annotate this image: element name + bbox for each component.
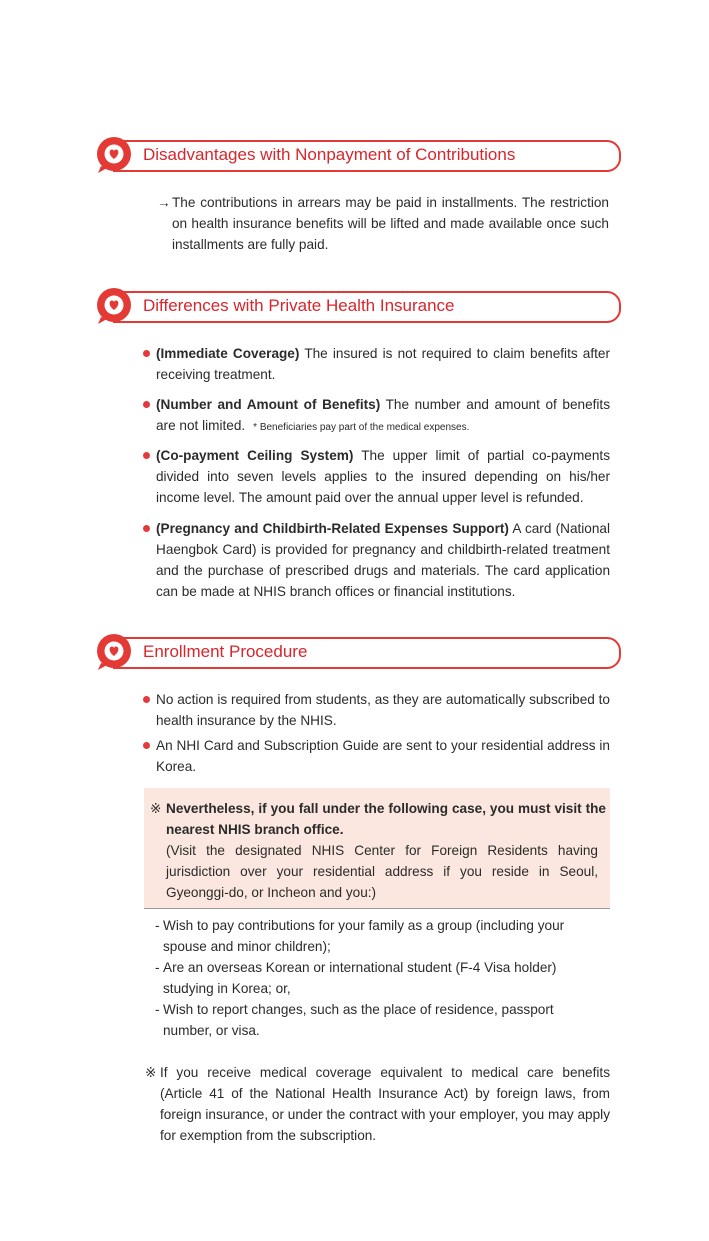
- section-title: Enrollment Procedure: [143, 642, 308, 661]
- item-label: (Co-payment Ceiling System): [156, 448, 354, 463]
- list-item-copayment-ceiling: [143, 445, 610, 508]
- item-footnote: * Beneficiaries pay part of the medical expenses.: [253, 422, 470, 433]
- note-header: [150, 798, 606, 840]
- bullet-icon: [143, 525, 150, 532]
- list-item: [155, 957, 605, 999]
- list-item-immediate-coverage: [143, 343, 610, 385]
- item-text: The upper limit of partial co-payments divided into seven levels applies to the insured depending on his/her income level. The amount paid over the annual upper level is refunded.: [156, 448, 610, 505]
- item-label: (Pregnancy and Childbirth-Related Expenses Support): [156, 521, 509, 536]
- bullet-icon: [143, 401, 150, 408]
- item-text: An NHI Card and Subscription Guide are sent to your residential address in Korea.: [156, 738, 610, 774]
- list-item: [155, 999, 605, 1041]
- list-item-auto-subscribed: [143, 689, 610, 731]
- section-header-differences: [95, 290, 619, 322]
- list-item-pregnancy-support: [143, 518, 610, 602]
- dash-icon: -: [155, 918, 160, 933]
- note-box: [144, 788, 610, 909]
- item-text: The number and amount of benefits are not limited.: [156, 397, 610, 433]
- case-text: Wish to report changes, such as the place of residence, passport number, or visa.: [163, 1002, 554, 1038]
- note-header-text: Nevertheless, if you fall under the following case, you must visit the nearest NHIS branch office.: [166, 801, 606, 837]
- bullet-icon: [143, 452, 150, 459]
- bullet-icon: [143, 350, 150, 357]
- note-subtext: (Visit the designated NHIS Center for Foreign Residents having jurisdiction over your residential address if you reside in Seoul, Gyeonggi-do, or Incheon and you:): [166, 843, 598, 900]
- item-text: A card (National Haengbok Card) is provided for pregnancy and childbirth-related treatment and the purchase of prescribed drugs and materials. The card application can be made at NHIS branch offices or financial institutions.: [156, 521, 610, 599]
- heart-speech-bubble-icon: [95, 136, 133, 174]
- exemption-footnote: [145, 1062, 610, 1146]
- arrow-icon: →: [157, 195, 171, 210]
- heart-speech-bubble-icon: [95, 633, 133, 671]
- section-title: Differences with Private Health Insurance: [143, 296, 455, 315]
- list-item: [155, 915, 605, 957]
- case-text: Are an overseas Korean or international student (F-4 Visa holder) studying in Korea; or,: [163, 960, 557, 996]
- dash-icon: -: [155, 1002, 160, 1017]
- nonpayment-text: The contributions in arrears may be paid in installments. The restriction on health insurance benefits will be lifted and made available once such installments are fully paid.: [172, 195, 609, 252]
- nonpayment-paragraph: [157, 192, 609, 255]
- heart-speech-bubble-icon: [95, 287, 133, 325]
- section-header-nonpayment: [95, 139, 619, 171]
- item-text: The insured is not required to claim benefits after receiving treatment.: [156, 346, 610, 382]
- case-text: Wish to pay contributions for your family as a group (including your spouse and minor children);: [163, 918, 565, 954]
- item-label: (Immediate Coverage): [156, 346, 300, 361]
- dash-icon: -: [155, 960, 160, 975]
- footnote-text: If you receive medical coverage equivalent to medical care benefits (Article 41 of the National Health Insurance Act) by foreign laws, from foreign insurance, or under the contract with your employer, you may apply for exemption from the subscription.: [160, 1065, 610, 1143]
- reference-mark-icon: ※: [145, 1065, 157, 1080]
- list-item-card-sent: [143, 735, 610, 777]
- item-text: No action is required from students, as they are automatically subscribed to health insurance by the NHIS.: [156, 692, 610, 728]
- section-header-enrollment: [95, 636, 619, 668]
- section-title: Disadvantages with Nonpayment of Contributions: [143, 145, 516, 164]
- bullet-icon: [143, 696, 150, 703]
- list-item-number-amount: [143, 394, 610, 438]
- case-list: [155, 915, 605, 1041]
- item-label: (Number and Amount of Benefits): [156, 397, 381, 412]
- reference-mark-icon: ※: [150, 801, 162, 816]
- bullet-icon: [143, 742, 150, 749]
